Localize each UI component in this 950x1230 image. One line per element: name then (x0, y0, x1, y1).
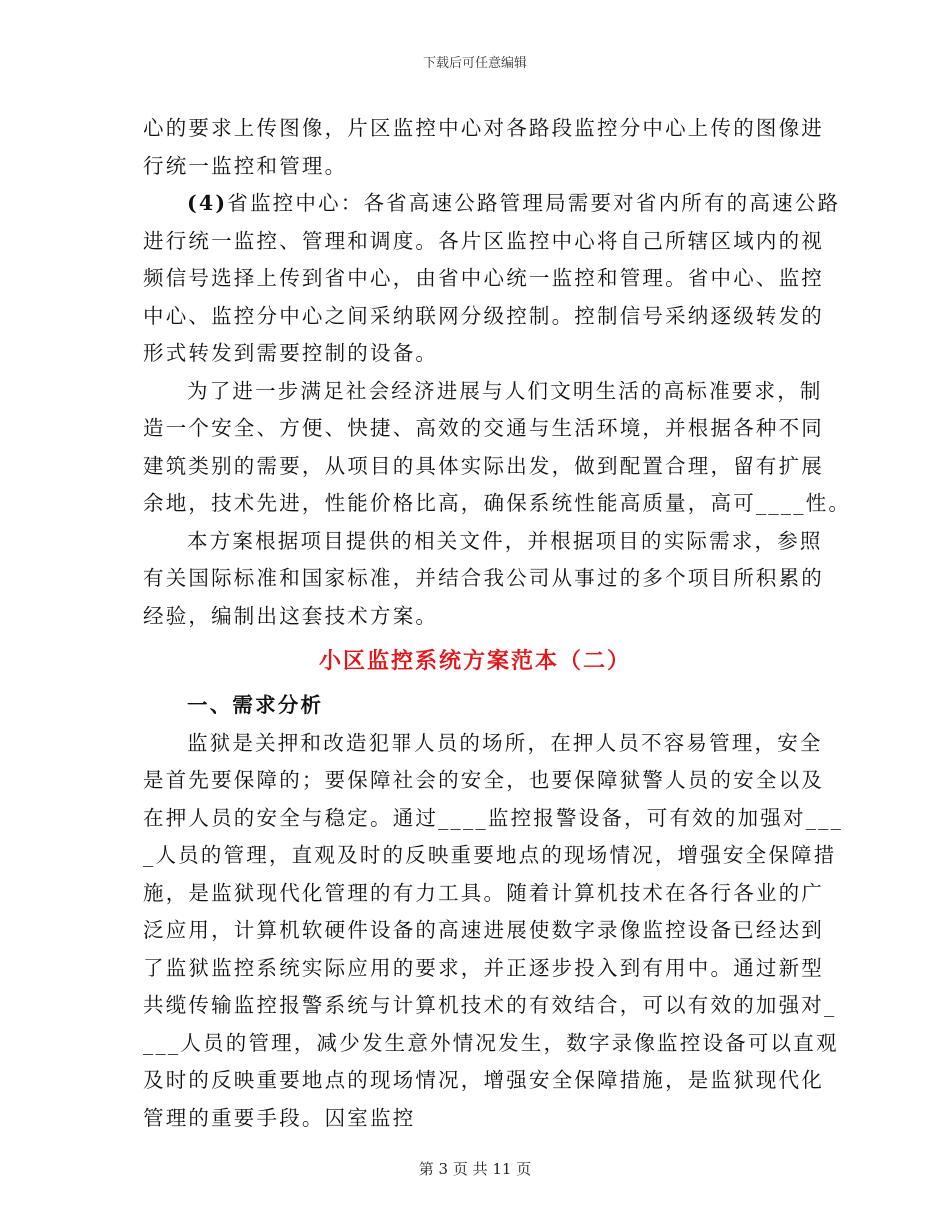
text-line: 行统一监控和管理。 (143, 153, 348, 178)
text-line: 中心、监控分中心之间采纳联网分级控制。控制信号采纳逐级转发的 (143, 303, 824, 328)
text-line: 是首先要保障的；要保障社会的安全，也要保障狱警人员的安全以及 (143, 768, 824, 792)
document-body (143, 110, 852, 1137)
text-line: 有关国际标准和国家标准，并结合我公司从事过的多个项目所积累的 (143, 566, 824, 590)
list-number: (4) (187, 191, 228, 215)
text-span: 省监控中心：各省高速公路管理局需要对省内所有的高速公路 (227, 191, 841, 215)
section-title: 小区监控系统方案范本（二） (318, 648, 631, 674)
text-line: 造一个安全、方便、快捷、高效的交通与生活环境，并根据各种不同 (143, 416, 824, 440)
text-line: _人员的管理，直观及时的反映重要地点的现场情况，增强安全保障措 (143, 843, 837, 867)
text-line: 泛应用，计算机软硬件设备的高速进展使数字录像监控设备已经达到 (143, 918, 824, 942)
text-line: 本方案根据项目提供的相关文件，并根据项目的实际需求，参照 (187, 528, 823, 553)
text-line: 频信号选择上传到省中心，由省中心统一监控和管理。省中心、监控 (143, 266, 824, 290)
text-line: 共缆传输监控报警系统与计算机技术的有效结合，可以有效的加强对_ (143, 993, 837, 1017)
text-line: 监狱是关押和改造犯罪人员的场所，在押人员不容易管理，安全 (187, 730, 823, 755)
text-line: 了监狱监控系统实际应用的要求，并正逐步投入到有用中。通过新型 (143, 955, 824, 980)
text-line: 进行统一监控、管理和调度。各片区监控中心将自己所辖区域内的视 (143, 228, 824, 253)
section-heading: 一、需求分析 (187, 693, 324, 717)
text-line: 为了进一步满足社会经济进展与人们文明生活的高标准要求，制 (187, 378, 823, 403)
page-header: 下载后可任意编辑 (422, 56, 527, 71)
text-line: ___人员的管理，减少发生意外情况发生，数字录像监控设备可以直观 (143, 1030, 839, 1055)
text-line: 施，是监狱现代化管理的有力工具。随着计算机技术在各行各业的广 (143, 880, 824, 905)
text-line: 管理的重要手段。囚室监控 (143, 1105, 416, 1130)
text-line (143, 185, 841, 223)
text-line: 形式转发到需要控制的设备。 (143, 341, 439, 365)
text-line: 余地，技术先进，性能价格比高，确保系统性能高质量，高可____性。 (143, 491, 852, 515)
text-line: 在押人员的安全与稳定。通过____监控报警设备，可有效的加强对___ (143, 805, 844, 830)
text-line: 心的要求上传图像，片区监控中心对各路段监控分中心上传的图像进 (143, 116, 824, 140)
page-footer: 第 3 页 共 11 页 (418, 1160, 532, 1178)
text-line: 经验，编制出这套技术方案。 (143, 603, 439, 628)
text-line: 建筑类别的需要，从项目的具体实际出发，做到配置合理，留有扩展 (143, 453, 824, 478)
text-line: 及时的反映重要地点的现场情况，增强安全保障措施，是监狱现代化 (143, 1068, 824, 1092)
